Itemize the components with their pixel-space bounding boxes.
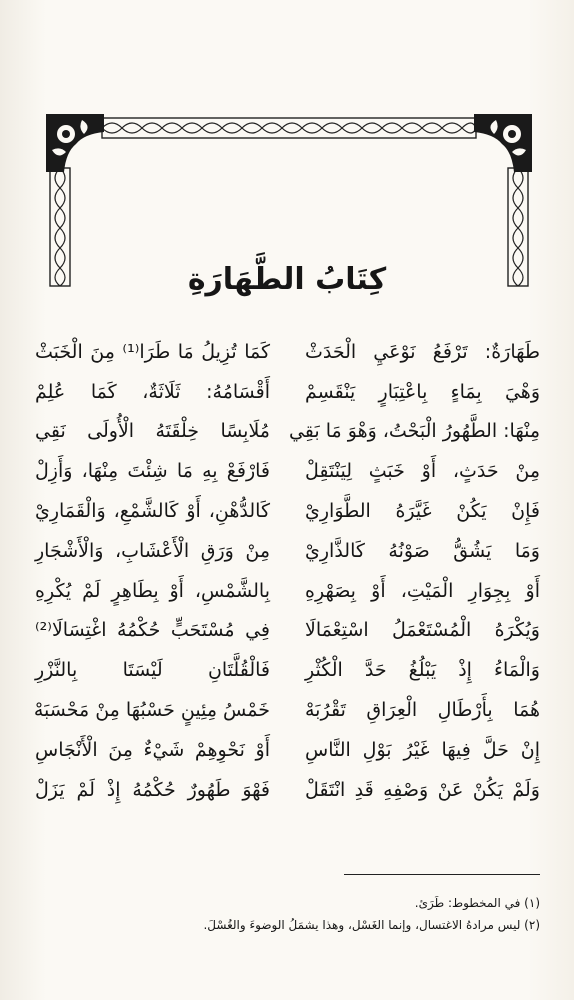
hemistich-right: أَوْ بِجِوَارِ الْمَيْتِ، أَوْ بِصَهْرِهِ: [305, 579, 540, 602]
hemistich-left: أَقْسَامُهُ: ثَلَاثَةٌ، كَمَا عُلِمْ: [35, 380, 270, 403]
hemistich-left: أَوْ نَحْوِهِمْ شَيْءٌ مِنَ الْأَنْجَاسِ: [35, 738, 270, 761]
hemistich-right: فَإِنْ يَكُنْ غَيَّرَهُ الطَّوَارِيْ: [305, 500, 540, 523]
hemistich-left: كَالدُّهْنِ، أَوْ كَالشَّمْعِ، وَالْقَمَارِيْ: [35, 500, 270, 523]
poem-line: [35, 412, 540, 452]
poem-line: [35, 730, 540, 770]
hemistich-left: بِالشَّمْسِ، أَوْ بِطَاهِرٍ لَمْ يُكْرِهِ: [35, 579, 270, 602]
footnote: (١) في المخطوط: طَرَئ.: [414, 896, 540, 910]
hemistich-left: كَمَا تُزِيلُ مَا طَرَا⁽¹⁾ مِنَ الْخَبَثْ: [35, 340, 271, 363]
poem-line: [35, 650, 540, 690]
poem-line: [35, 332, 540, 372]
poem: [35, 332, 540, 810]
hemistich-right: إِنْ حَلَّ فِيهَا غَيْرُ بَوْلِ النَّاسِ: [305, 738, 540, 761]
hemistich-right: مِنْ حَدَثٍ، أَوْ خَبَثٍ لِيَنْتَقِلْ: [305, 460, 540, 483]
hemistich-left: خَمْسُ مِئِينٍ حَسْبُهَا مِنْ مَحْسَبَهْ: [33, 699, 270, 722]
hemistich-right: وَيُكْرَهُ الْمُسْتَعْمَلُ اسْتِعْمَالَا: [305, 619, 540, 642]
hemistich-left: فَهْوَ طَهُورٌ حُكْمُهُ إِذْ لَمْ يَزَلْ: [35, 778, 270, 801]
poem-line: [35, 451, 540, 491]
hemistich-right: وَمَا يَشُقُّ صَوْنُهُ كَالذَّارِيْ: [305, 539, 540, 562]
hemistich-left: مُلَابِسًا خِلْقَتَهُ الْأُولَى نَقِي: [35, 420, 270, 443]
page-title: كِتَابُ الطَّهَارَةِ: [187, 262, 387, 297]
hemistich-left: فِي مُسْتَحَبٍّ حُكْمُهُ اغْتِسَالَا⁽²⁾: [35, 619, 270, 642]
poem-line: [35, 531, 540, 571]
footnote: (٢) ليس مرادهُ الاغتسال، وإنما الغَسْل، وهذا يشمَلُ الوضوءَ والغُسْلَ.: [203, 918, 540, 932]
hemistich-right: هُمَا بِأَرْطَالِ الْعِرَاقِ تَقْرُبَهْ: [305, 699, 540, 722]
poem-line: [35, 770, 540, 810]
hemistich-left: مِنْ وَرَقِ الْأَعْشَابِ، وَالْأَشْجَارِ: [35, 539, 270, 562]
ornamental-frame: [44, 112, 534, 287]
hemistich-left: فَارْفَعْ بِهِ مَا شِئْتَ مِنْهَا، وَأَزِلْ: [35, 460, 270, 483]
poem-line: [35, 372, 540, 412]
hemistich-right: وَلَمْ يَكُنْ عَنْ وَصْفِهِ قَدِ انْتَقَلْ: [305, 778, 540, 801]
hemistich-right: وَالْمَاءُ إِذْ يَبْلُغُ حَدَّ الْكُثْرِ: [305, 659, 540, 682]
hemistich-right: وَهْيَ بِمَاءٍ بِاعْتِبَارٍ يَنْقَسِمْ: [305, 380, 540, 403]
poem-line: [35, 491, 540, 531]
footnotes: [34, 896, 540, 940]
hemistich-right: طَهَارَةٌ: تَرْفَعُ نَوْعَيِ الْحَدَثْ: [305, 340, 540, 363]
bleed-through-header: [40, 60, 560, 94]
poem-line: [35, 611, 540, 651]
poem-line: [35, 690, 540, 730]
poem-line: [35, 571, 540, 611]
footnote-separator: [344, 874, 540, 875]
hemistich-right: مِنْهَا: الطَّهُورُ الْبَحْتُ، وَهْوَ مَا بَقِي: [288, 420, 540, 443]
hemistich-left: فَالْقُلَّتَانِ لَيْسَتَا بِالنَّزْرِ: [35, 659, 270, 682]
